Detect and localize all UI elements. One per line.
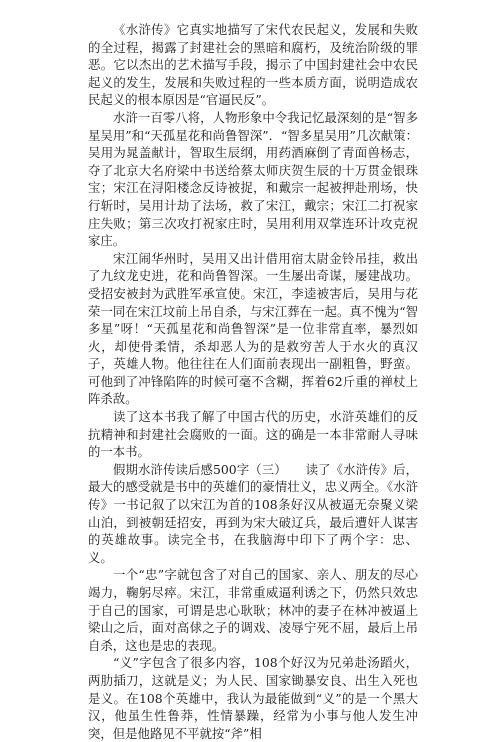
paragraph-intro: 《水浒传》它真实地描写了宋代农民起义，发展和失败的全过程，揭露了封建社会的黑暗和腐朽，及统治阶级的罪恶。它以杰出的艺术描写手段，揭示了中国封建社会中农民起义的发生，发展和失败过程的一些本质方面，说明造成农民起义的根本原因是“官逼民反”。 xyxy=(88,22,418,108)
paragraph-loyalty: 一个“忠”字就包含了对自己的国家、亲人、朋友的尽心竭力，鞠躬尽瘁。宋江，非常重威逼利诱之下，仍然只效忠于自己的国家，可谓是忠心耿耿；林冲的妻子在林冲被逼上梁山之后，面对高俅之子的调戏、凌辱宁死不屈，最后上吊自杀，这也是忠的表现。 xyxy=(88,567,418,653)
paragraph-righteousness: “义”字包含了很多内容，108个好汉为兄弟赴汤蹈火，两肋插刀，这就是义；为人民、国家锄暴安良、出生入死也是义。在108个英雄中，我认为最能做到“义”的是一个黑大汉，他虽生性鲁莽，性情暴躁，经常为小事与他人发生冲突，但是他路见不平就按“斧”相 xyxy=(88,655,418,741)
paragraph-reflection: 读了这本书我了解了中国古代的历史，水浒英雄们的反抗精神和封建社会腐败的一面。这的确是一本非常耐人寻味的一本书。 xyxy=(88,409,418,460)
document-page xyxy=(88,21,418,742)
paragraph-wu-yong: 水浒一百零八将，人物形象中令我记忆最深刻的是“智多星吴用”和“天孤星花和尚鲁智深”．“智多星吴用”几次献策：吴用为晁盖献计，智取生辰纲，用药酒麻倒了青面兽杨志，夺了北京大名府梁中书送给蔡太师庆贺生辰的十万贯金银珠宝；宋江在浔阳楼念反诗被捉，和戴宗一起被押赴刑场，快行斩时，吴用计劫了法场，救了宋江，戴宗；宋江二打祝家庄失败；第三次攻打祝家庄时，吴用利用双掌连环计攻克祝家庄。 xyxy=(88,109,418,249)
paragraph-essay-three: 假期水浒传读后感500字（三） 读了《水浒传》后，最大的感受就是书中的英雄们的豪情壮义，忠义两全。《水浒传》一书记叙了以宋江为首的108条好汉从被逼无奈聚义梁山泊，到被朝廷招安，再到为宋大破辽兵，最后遭奸人谋害的英雄故事。读完全书，在我脑海中印下了两个字：忠、义。 xyxy=(88,461,418,565)
paragraph-lu-zhishen: 宋江闹华州时，吴用又出计借用宿太尉金铃吊挂，救出了九纹龙史进，花和尚鲁智深。一生屡出奇谋，屡建战功。受招安被封为武胜军承宣使。宋江，李逵被害后，吴用与花荣一同在宋江坟前上吊自杀，与宋江葬在一起。真不愧为“智多星”呀！“天孤星花和尚鲁智深”是一位非常直率，暴烈如火，却使骨柔情，杀却恶人为的是救穷苦人于水火的真汉子，英雄人物。他往往在人们面前表现出一副粗鲁，野蛮。可他到了冲锋陷阵的时候可毫不含糊，挥着62斤重的禅杖上阵杀敌。 xyxy=(88,250,418,407)
